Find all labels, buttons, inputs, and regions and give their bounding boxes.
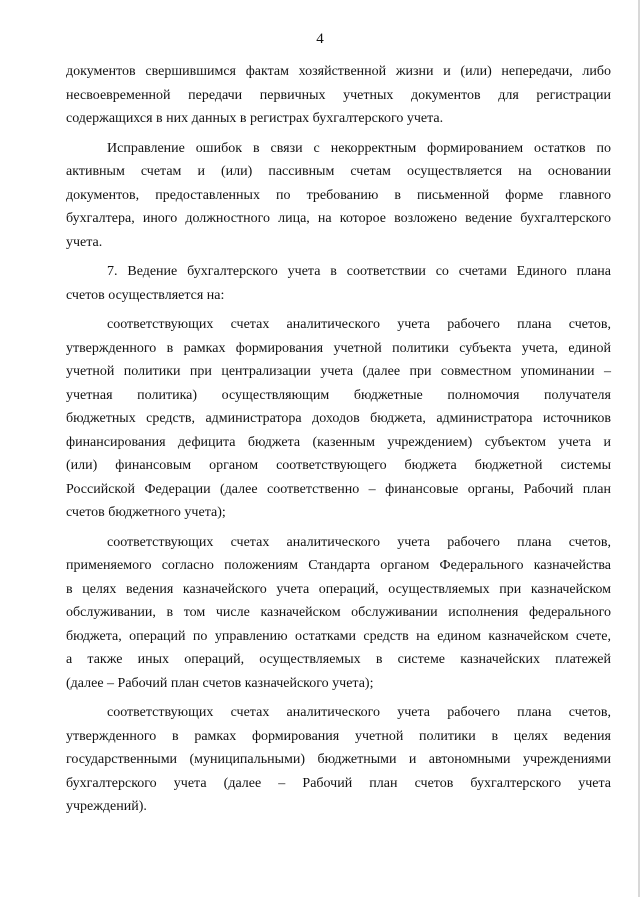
text-line: (или) финансовым органом соответствующего бюджета бюджетной системы [66, 458, 611, 473]
text-line: документов, предоставленных по требованию в письменной форме главного [66, 187, 611, 203]
paragraph [66, 531, 611, 696]
text-line: содержащихся в них данных в регистрах бухгалтерского учета. [66, 111, 444, 126]
text-line: счетов осуществляется на: [66, 287, 225, 303]
text-line: бюджетных средств, администратора доходов бюджета, администратора источников [66, 411, 611, 426]
text-line: финансирования дефицита бюджета (казенным учреждением) субъектом учета и [66, 434, 611, 450]
text-line: активным счетам и (или) пассивным счетам осуществляется на основании [66, 164, 611, 179]
text-line: учетной политики при централизации учета (далее при совместном упоминании – [66, 364, 611, 379]
paragraph [66, 60, 611, 131]
text-line: утвержденного в рамках формирования учетной политики субъекта учета, единой [66, 340, 611, 356]
text-line: применяемого согласно положениям Стандарта органом Федерального казначейства [66, 558, 611, 573]
text-line: несвоевременной передачи первичных учетных документов для регистрации [66, 87, 611, 103]
text-line: соответствующих счетах аналитического учета рабочего плана счетов, [107, 705, 611, 720]
text-line: Российской Федерации (далее соответственно – финансовые органы, Рабочий план [66, 481, 611, 497]
text-line: соответствующих счетах аналитического учета рабочего плана счетов, [107, 534, 611, 550]
document-body [66, 60, 611, 825]
text-line: учетная политика) осуществляющим бюджетные полномочия получателя [66, 387, 611, 403]
text-line: (далее – Рабочий план счетов казначейского учета); [66, 675, 374, 691]
text-line: бюджета, операций по управлению остатками средств на едином казначейском счете, [66, 628, 611, 644]
text-line: в целях ведения казначейского учета операций, осуществляемых при казначейском [66, 581, 611, 597]
text-line: Исправление ошибок в связи с некорректным формированием остатков по [107, 140, 611, 156]
text-line: а также иных операций, осуществляемых в системе казначейских платежей [66, 652, 611, 667]
text-line: бухгалтерского учета (далее – Рабочий план счетов бухгалтерского учета [66, 775, 611, 791]
text-line: государственными (муниципальными) бюджетными и автономными учреждениями [66, 752, 611, 767]
text-line: утвержденного в рамках формирования учетной политики в целях ведения [66, 728, 611, 744]
paragraph [66, 137, 611, 255]
text-line: бухгалтера, иного должностного лица, на которое возложено ведение бухгалтерского [66, 211, 611, 226]
text-line: учета. [66, 234, 103, 250]
text-line: счетов бюджетного учета); [66, 505, 226, 520]
paragraph [66, 260, 611, 307]
text-line: 7. Ведение бухгалтерского учета в соответствии со счетами Единого плана [107, 264, 611, 279]
text-line: документов свершившимся фактам хозяйственной жизни и (или) непередачи, либо [66, 64, 611, 79]
text-line: соответствующих счетах аналитического учета рабочего плана счетов, [107, 317, 611, 332]
page-number: 4 [316, 31, 324, 47]
text-line: учреждений). [66, 799, 147, 814]
text-line: обслуживании, в том числе казначейском обслуживании исполнения федерального [66, 605, 611, 620]
paragraph [66, 701, 611, 819]
paragraph [66, 313, 611, 525]
